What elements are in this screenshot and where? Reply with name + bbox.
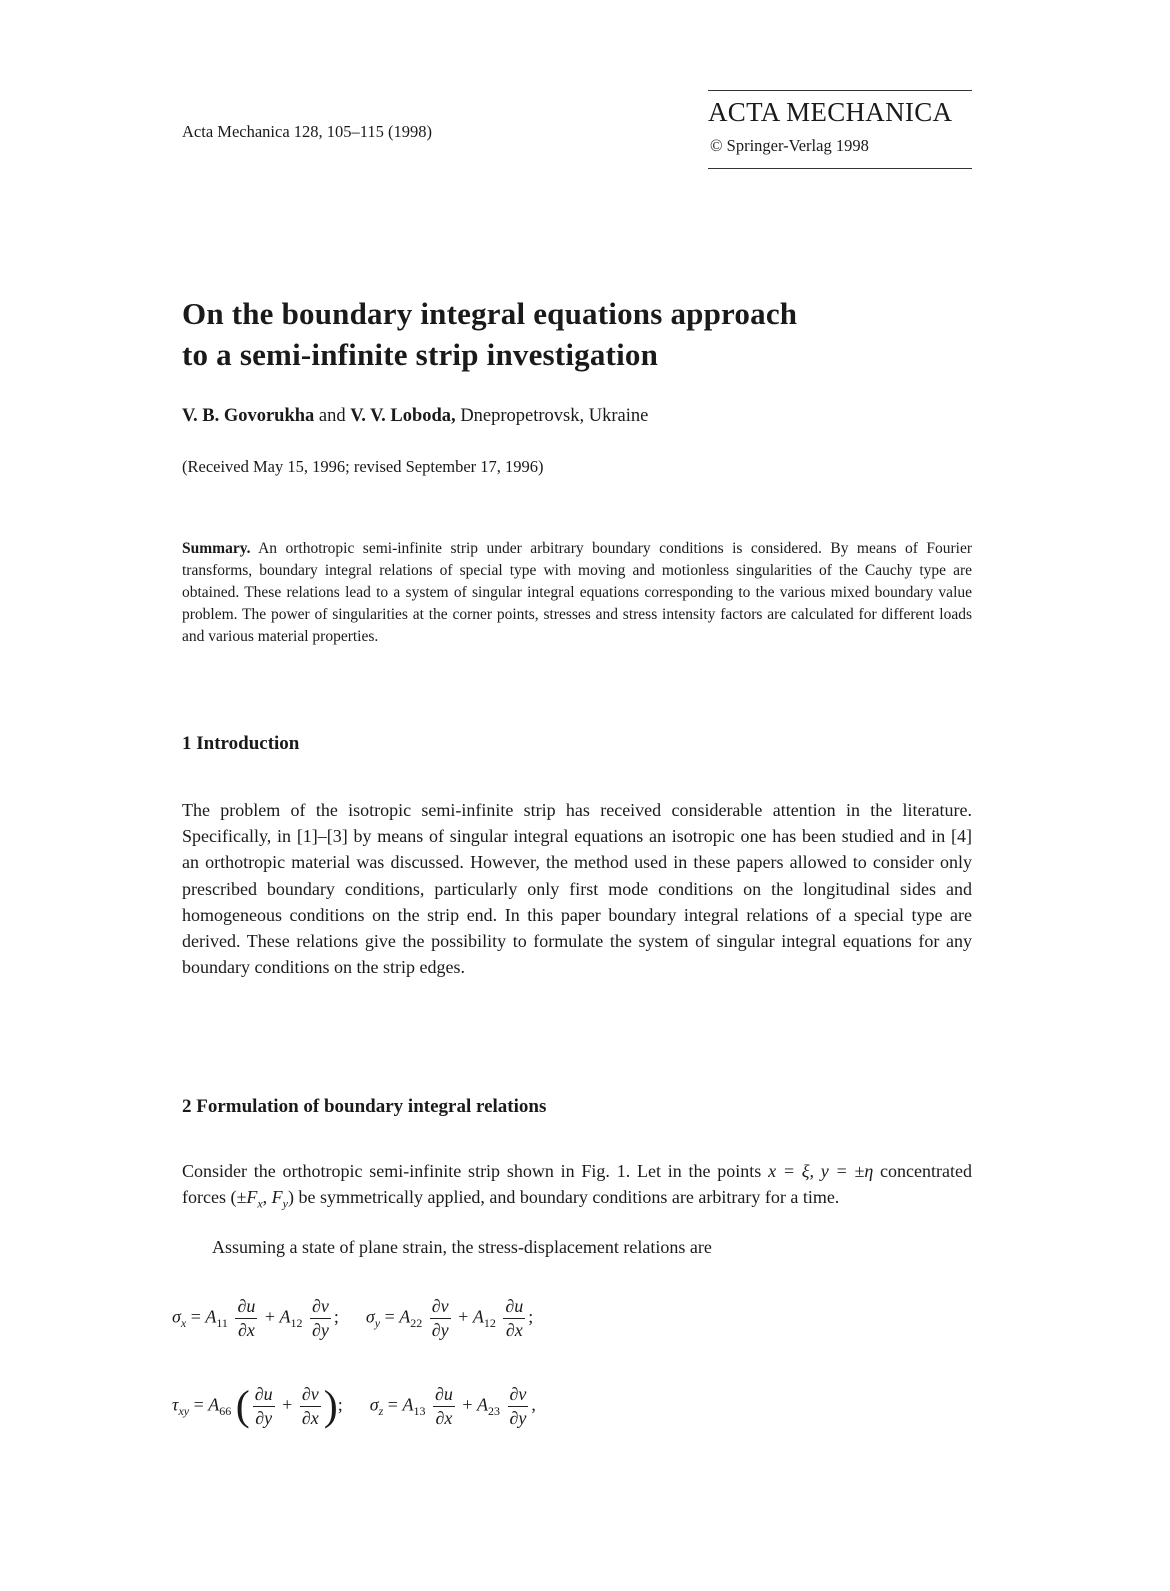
title-line-1: On the boundary integral equations approach [182, 296, 798, 331]
section-2-paragraph-2: Assuming a state of plane strain, the stress-displacement relations are [212, 1237, 712, 1257]
summary-label: Summary. [182, 540, 251, 557]
summary-text: An orthotropic semi-infinite strip under arbitrary boundary conditions is considered. By means of Fourier transforms, boundary integral relations of special type with moving and motionless singularities of the Cauchy type are obtained. These relations lead to a system of singular integral equations corresponding to the various mixed boundary value problem. The power of singularities at the corner points, stresses and stress intensity factors are calculated for different loads and various material properties. [182, 540, 972, 645]
s2-math-point: x = ξ, y = ±η [768, 1161, 874, 1181]
authors-line [182, 406, 648, 427]
author-1: V. B. Govorukha [182, 406, 315, 426]
paper-title [182, 294, 797, 376]
section-2-paragraph: Consider the orthotropic semi-infinite strip shown in Fig. 1. Let in the points x = ξ, y = ±η concentrated forces ($\pm F_x$, $F_y$) be symmetrically applied, and boundary conditions are arbitrary for a time. [182, 1161, 972, 1211]
equation-stress-2: $\tau_{xy} = A_{66}$ ( $\frac{\partial u}{\partial y}$ + $\frac{\partial v}{\partial x}$ ); $\sigma_z = A_{13}$ $\frac{\partial u}{\partial x}$ + $A_{23}$ $\frac{\partial v}{\partial y}$ , [172, 1383, 536, 1430]
title-line-2: to a semi-infinite strip investigation [182, 336, 659, 372]
section-1-heading: 1 Introduction [182, 733, 300, 754]
section-1-paragraph: The problem of the isotropic semi-infinite strip has received considerable attention in the literature. Specifically, in [1]–[3] by means of singular integral equations an isotropic one has been studied and in [4] an orthotropic material was discussed. However, the method used in these papers allowed to consider only prescribed boundary conditions, particularly only first mode conditions on the longitudinal sides and homogeneous conditions on the strip end. In this paper boundary integral relations of a special type are derived. These relations give the possibility to formulate the system of singular integral equations for any boundary conditions on the strip edges. [182, 800, 972, 978]
author-2: V. V. Loboda, [350, 406, 456, 426]
summary-paragraph [182, 538, 972, 648]
section-2-heading: 2 Formulation of boundary integral relations [182, 1096, 547, 1117]
received-dates: (Received May 15, 1996; revised September 17, 1996) [182, 457, 544, 476]
journal-citation: Acta Mechanica 128, 105–115 (1998) [182, 122, 433, 141]
masthead-top-rule [708, 90, 972, 91]
journal-masthead [708, 90, 972, 169]
s2-math-fy: F [271, 1187, 283, 1208]
publisher-copyright: © Springer-Verlag 1998 [710, 136, 869, 155]
s2-math-fx: ±F [236, 1187, 258, 1208]
author-conjunction: and [314, 406, 351, 426]
s2-text-b: concentrated forces ( [182, 1161, 972, 1208]
affiliation: Dnepropetrovsk, Ukraine [455, 406, 649, 426]
journal-name: ACTA MECHANICA [708, 97, 953, 127]
equation-stress-1: $\sigma_x = A_{11}$ $\frac{\partial u}{\partial x}$ + $A_{12}$ $\frac{\partial v}{\partial y}$ ; $\sigma_y = A_{22}$ $\frac{\partial v}{\partial y}$ + $A_{12}$ $\frac{\partial u}{\partial x}$ ; [172, 1296, 534, 1340]
s2-text-c: ) be symmetrically applied, and boundary conditions are arbitrary for a time. [288, 1187, 840, 1208]
s2-text-a: Consider the orthotropic semi-infinite strip shown in Fig. 1. Let in the points [182, 1161, 769, 1181]
masthead-bottom-rule [708, 168, 972, 169]
